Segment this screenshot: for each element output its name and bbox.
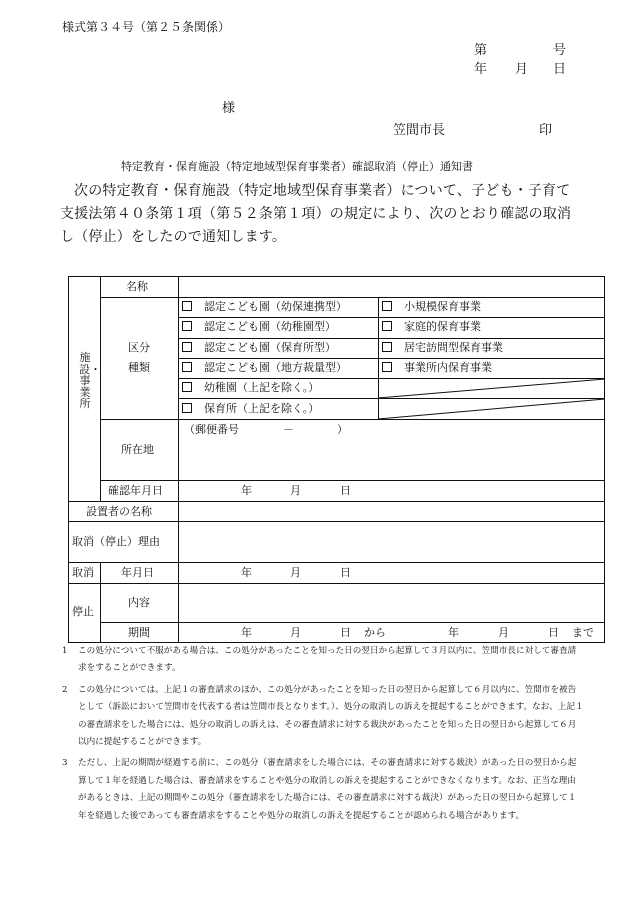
note-item: 2 この処分については、上記１の審査請求のほか、この処分があったことを知った日の翌日から起算して６月以内に、笠間市を被告として（訴訟において笠間市を代表する者は笠間市長となります。）、処分の取消しの訴えを提起することができます。なお、上記１の審査請求をした場合には、処分の取消しの訴えは、その審査請求に対する裁決があったことを知った日の翌日から起算して６月以内に提起することができます。 <box>62 684 584 748</box>
postal-close: ） <box>337 423 348 436</box>
facility-label: 施設・事業所 <box>79 351 101 410</box>
period-from-year: 年 <box>241 626 252 639</box>
checkbox-icon[interactable] <box>182 362 192 372</box>
period-from-month: 月 <box>290 626 301 639</box>
postal-dash: － <box>283 423 294 436</box>
category-option[interactable]: 事業所内保育事業 <box>382 361 492 375</box>
checkbox-icon[interactable] <box>182 301 192 311</box>
note-item: 1 この処分について不服がある場合は、この処分があったことを知った日の翌日から起算して３月以内に、笠間市長に対して審査請求をすることができます。 <box>62 646 577 674</box>
checkbox-icon[interactable] <box>182 342 192 352</box>
category-option[interactable]: 保育所（上記を除く。） <box>182 402 319 416</box>
period-until-word: まで <box>572 626 594 639</box>
checkbox-icon[interactable] <box>382 321 392 331</box>
confirm-year: 年 <box>241 484 252 497</box>
cancel-label: 取消 <box>72 566 94 579</box>
period-label: 期間 <box>128 626 150 639</box>
note-item: 3 ただし、上記の期間が経過する前に、この処分（審査請求をした場合には、その審査請求に対する裁決）があった日の翌日から起算して１年を経過した場合は、審査請求をすることや処分の取消しの訴えを提起することができなくなります。なお、正当な理由があるときは、上記の期間やこの処分（審査請求をした場合には、その審査請求に対する裁決）があった日の翌日から起算して１年を経過した後であっても審査請求をすることや処分の取消しの訴えを提起することが認められる場合があります。 <box>62 758 577 821</box>
seal-mark: 印 <box>539 123 553 138</box>
cancel-day: 日 <box>340 566 351 579</box>
form-number: 様式第３４号（第２５条関係） <box>62 20 231 34</box>
cancel-ymd-label: 年月日 <box>121 566 154 579</box>
location-label: 所在地 <box>121 443 154 456</box>
doc-number-suffix: 号 <box>553 43 567 58</box>
period-to-day: 日 <box>548 626 559 639</box>
checkbox-icon[interactable] <box>382 301 392 311</box>
checkbox-icon[interactable] <box>182 321 192 331</box>
doc-number-prefix: 第 <box>474 43 488 58</box>
period-from-day: 日 <box>340 626 351 639</box>
category-option[interactable]: 認定こども園（幼稚園型） <box>182 320 336 334</box>
content-label: 内容 <box>128 596 150 609</box>
date-day: 日 <box>553 62 567 77</box>
category-option[interactable]: 認定こども園（幼保連携型） <box>182 300 347 314</box>
category-option[interactable]: 認定こども園（地方裁量型） <box>182 361 347 375</box>
period-to-year: 年 <box>448 626 459 639</box>
name-label: 名称 <box>126 280 148 293</box>
category-option[interactable]: 居宅訪問型保育事業 <box>382 341 503 355</box>
checkbox-icon[interactable] <box>382 362 392 372</box>
category-option[interactable]: 小規模保育事業 <box>382 300 481 314</box>
notes <box>64 643 584 829</box>
body-text: 次の特定教育・保育施設（特定地域型保育事業者）について、子ども・子育て支援法第４０条第１項（第５２条第１項）の規定により、次のとおり確認の取消し（停止）をしたので通知します。 <box>60 183 572 245</box>
category-option[interactable]: 家庭的保育事業 <box>382 320 481 334</box>
confirm-month: 月 <box>290 484 301 497</box>
checkbox-icon[interactable] <box>182 403 192 413</box>
category-label-1: 区分 <box>128 341 150 354</box>
confirm-day: 日 <box>340 484 351 497</box>
cancel-year: 年 <box>241 566 252 579</box>
cancel-month: 月 <box>290 566 301 579</box>
reason-label: 取消（停止）理由 <box>72 535 160 548</box>
addressee-suffix: 様 <box>222 101 236 116</box>
confirm-date-label: 確認年月日 <box>108 484 163 497</box>
date-year: 年 <box>474 62 488 77</box>
postal-label: （郵便番号 <box>184 423 239 436</box>
category-label-2: 種類 <box>128 361 150 374</box>
owner-label: 設置者の名称 <box>86 505 152 518</box>
category-option[interactable]: 認定こども園（保育所型） <box>182 341 336 355</box>
date-month: 月 <box>515 62 529 77</box>
period-to-month: 月 <box>498 626 509 639</box>
issuer: 笠間市長 <box>393 123 446 138</box>
checkbox-icon[interactable] <box>382 342 392 352</box>
period-from-word: から <box>364 626 386 639</box>
category-option[interactable]: 幼稚園（上記を除く。） <box>182 381 319 395</box>
document-title: 特定教育・保育施設（特定地域型保育事業者）確認取消（停止）通知書 <box>121 160 473 173</box>
checkbox-icon[interactable] <box>182 382 192 392</box>
stop-label: 停止 <box>72 605 94 618</box>
